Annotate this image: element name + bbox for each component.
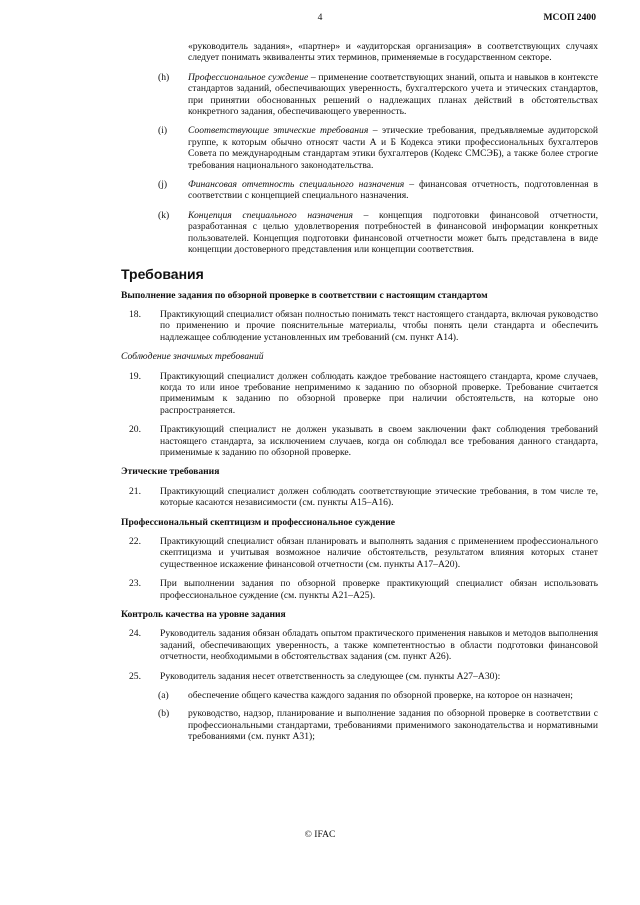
paragraph-number: 24.	[129, 628, 141, 640]
definition-label: (k)	[158, 209, 170, 221]
definition-term: Финансовая отчетность специального назначения	[188, 179, 405, 191]
document-code: МСОП 2400	[543, 12, 596, 23]
paragraph-text: Практикующий специалист обязан полностью понимать текст настоящего стандарта, включая руководство по применению и прочие пояснительные материалы, чтобы понять цели стандарта и обеспечить надлежащее соблюдение установленных им требований (см. пункт А14).	[160, 308, 599, 343]
paragraph-text: Практикующий специалист должен соблюдать соответствующие этические требования, в том числе те, которые касаются независимости (см. пункты А15–А16).	[160, 485, 598, 509]
definition-text: – применение соответствующих знаний, опыта и навыков в контексте стандартов заданий, обеспечивающих уверенность, бухгалтерского учета и этических стандартов, при принятии обоснованных решений о надлежащих планах действий в обстоятельствах конкретного задания, обеспечивающего уверенность.	[188, 71, 598, 118]
paragraph-number: 18.	[129, 308, 141, 320]
definition-term: Концепция специального назначения	[188, 209, 353, 221]
definition-j	[125, 179, 598, 202]
paragraph-24	[125, 628, 598, 662]
paragraph-25	[125, 671, 598, 682]
definition-k	[125, 210, 598, 256]
definition-label: (j)	[158, 179, 168, 191]
paragraph-text: При выполнении задания по обзорной проверке практикующий специалист обязан использовать профессиональное суждение (см. пункты А21–А25).	[160, 578, 598, 601]
definition-label: (i)	[158, 125, 168, 137]
paragraph-22	[125, 536, 598, 570]
subparagraph-text: обеспечение общего качества каждого задания по обзорной проверке, на которое он назначен;	[188, 690, 573, 702]
continuation-text: «руководитель задания», «партнер» и «аудиторская организация» в соответствующих случаях следует понимать эквиваленты этих терминов, применяемые в государственном секторе.	[188, 41, 598, 64]
subparagraph-text: руководство, надзор, планирование и выполнение задания по обзорной проверке в соответствии с профессиональными стандартами, требованиями применимого законодательства и нормативными требованиями (см. пункт А31);	[188, 708, 598, 743]
definition-text: – финансовая отчетность, подготовленная в соответствии с концепцией специального назначения.	[188, 179, 599, 202]
subsection-title: Выполнение задания по обзорной проверке в соответствии с настоящим стандартом	[121, 289, 488, 301]
page-body	[121, 41, 599, 750]
paragraph-20	[125, 424, 598, 458]
definition-h	[125, 72, 598, 118]
paragraph-number: 23.	[129, 578, 141, 590]
paragraph-text: Руководитель задания несет ответственность за следующее (см. пункты А27–А30):	[160, 670, 501, 682]
definition-text: – концепция подготовки финансовой отчетности, разработанная с целью удовлетворения потребностей в финансовой информации конкретных пользователей. Концепция подготовки финансовой отчетности может быть представлена в виде концепции достоверного представления или концепции соответствия.	[188, 209, 598, 256]
paragraph-21	[125, 486, 598, 509]
subparagraph-label: (a)	[158, 690, 169, 702]
paragraph-number: 22.	[129, 536, 141, 547]
paragraph-23	[125, 578, 598, 601]
definition-term: Соответствующие этические требования	[188, 125, 369, 137]
subsection-title: Профессиональный скептицизм и профессиональное суждение	[121, 516, 396, 528]
section-title: Требования	[121, 265, 204, 282]
definition-label: (h)	[158, 71, 170, 83]
page-number: 4	[317, 12, 323, 23]
subparagraph-25a	[125, 690, 598, 701]
paragraph-text: Практикующий специалист обязан планировать и выполнять задания с применением профессионального скептицизма и учитывая возможное наличие обстоятельств, результатом влияния которых станет существенное искажение финансовой отчетности (см. пункты А17–А20).	[160, 536, 598, 570]
paragraph-number: 21.	[129, 485, 141, 497]
paragraph-number: 19.	[129, 370, 141, 382]
paragraph-text: Практикующий специалист не должен указывать в своем заключении факт соблюдения требований настоящего стандарта, за исключением случаев, когда он соблюдал все требования данного стандарта, применимые к заданию по обзорной проверке.	[160, 424, 598, 458]
paragraph-number: 25.	[129, 670, 141, 682]
subsection-title: Контроль качества на уровне задания	[121, 609, 286, 621]
definition-text: – этические требования, предъявляемые аудиторской группе, к которым обычно относят части А и Б Кодекса этики профессиональных бухгалтеров Совета по международным стандартам этики бухгалтеров (Кодекс СМСЭБ), а также более строгие требования национального законодательства.	[188, 125, 598, 171]
paragraph-text: Руководитель задания обязан обладать опытом практического применения навыков и методов выполнения заданий, обеспечивающих уверенность, а также компетентностью в области подготовки финансовой отчетности, необходимыми в обстоятельствах задания (см. пункт А26).	[160, 628, 598, 663]
definition-term: Профессиональное суждение	[188, 71, 309, 83]
subsection-title: Этические требования	[121, 466, 220, 478]
subsection-title-italic: Соблюдение значимых требований	[121, 351, 264, 363]
subparagraph-25b	[125, 708, 598, 742]
paragraph-19	[125, 371, 598, 417]
definition-i	[125, 125, 598, 171]
paragraph-text: Практикующий специалист должен соблюдать каждое требование настоящего стандарта, кроме случаев, когда то или иное требование неприменимо к заданию по обзорной проверке. Требование считается применимым к заданию по обзорной проверке при наличии обстоятельств, на которые оно распространяется.	[160, 370, 598, 416]
subparagraph-label: (b)	[158, 708, 170, 720]
paragraph-number: 20.	[129, 424, 141, 436]
paragraph-18	[125, 309, 598, 343]
footer-copyright: © IFAC	[304, 829, 336, 840]
